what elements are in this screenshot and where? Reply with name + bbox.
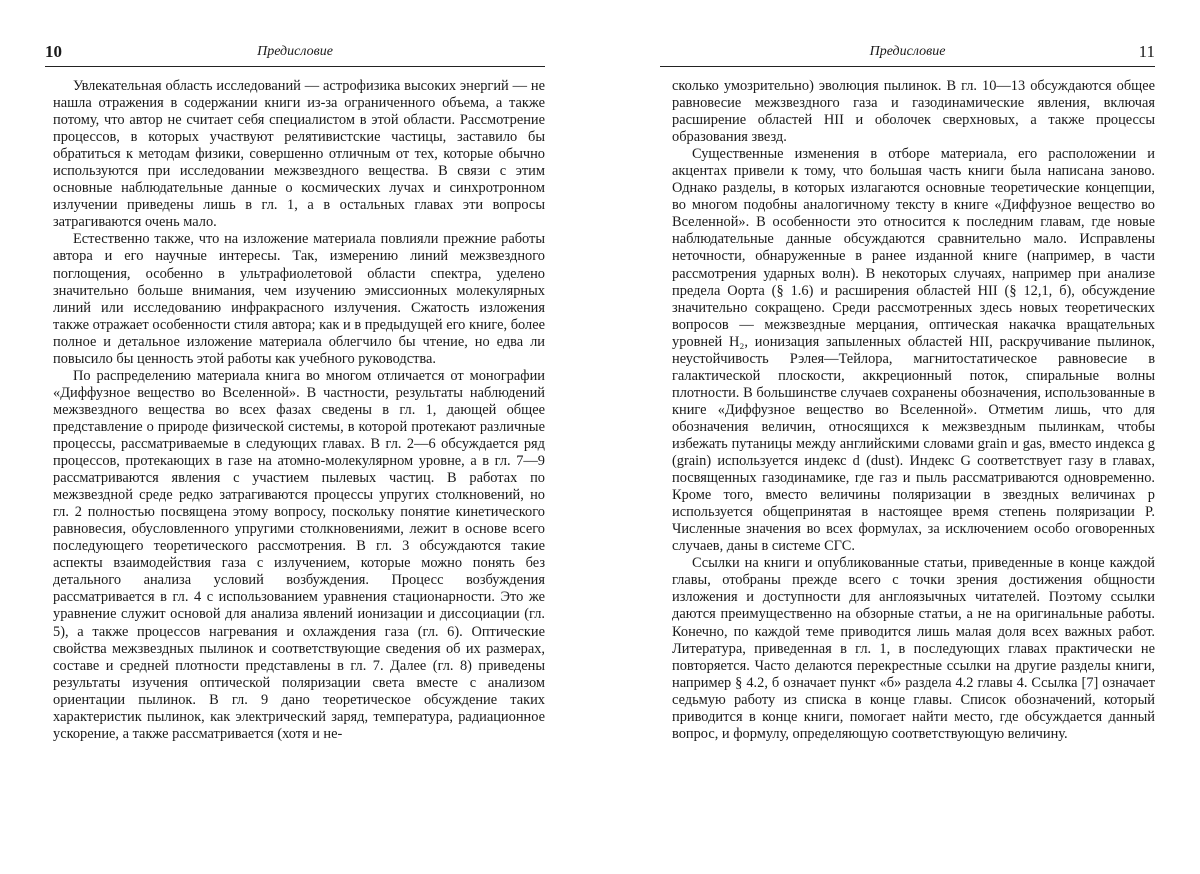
paragraph: сколько умозрительно) эволюция пылинок. В гл. 10—13 обсуждаются общее равновесие межзвездного газа и газодинамические явления, включая расширение областей HII и оболочек сверхновых, а также процессы образования звезд. [672,78,1155,146]
page-number: 10 [45,42,62,61]
page-number: 11 [1138,42,1155,61]
paragraph: По распределению материала книга во многом отличается от монографии «Диффузное вещество во Вселенной». В частности, результаты наблюдений межзвездного вещества во всех фазах сведены в гл. 1, дающей общее представление о природе физической системы, в которой протекают различные процессы, рассматриваемые в следующих главах. В гл. 2—6 обсуждается ряд процессов, протекающих в газе на атомно-молекулярном уровне, а в гл. 7—9 рассматриваются явления с участием пылевых частиц. В работах по межзвездной среде редко затрагиваются процессы упругих столкновений, но гл. 2 полностью посвящена этому вопросу, поскольку понятие кинетического равновесия, обусловленного упругими столкновениями, лежит в основе всего последующего теоретического рассмотрения. В гл. 3 обсуждаются такие аспекты взаимодействия газа с излучением, которые можно понять без детального анализа условий возбуждения. Процесс возбуждения рассматривается в гл. 4 с использованием уравнения стационарности. Это же уравнение служит основой для анализа явлений ионизации и диссоциации (гл. 5), а также процессов нагревания и охлаждения газа (гл. 6). Оптические свойства межзвездных пылинок и соответствующие сведения об их размерах, составе и средней плотности представлены в гл. 7. Далее (гл. 8) приведены результаты изучения оптической поляризации света вместе с анализом ориентации пылинок. В гл. 9 дано теоретическое обсуждение таких характеристик пылинок, как электрический заряд, температура, радиационное ускорение, а также рассматривается (хотя и не- [53,367,545,742]
paragraph: Естественно также, что на изложение материала повлияли прежние работы автора и его научные интересы. Так, измерению линий межзвездного поглощения, особенно в ультрафиолетовой области спектра, уделено значительно больше внимания, чем изучению эмиссионных молекулярных линий или исследованию инфракрасного излучения. Сжатость изложения также отражает особенности стиля автора; как и в предыдущей его книге, более полное и детальное изложение материала облегчило бы чтение, но едва ли повысило бы ценность этой работы как учебного руководства. [53,231,545,367]
right-page-body [672,78,1155,743]
paragraph: Существенные изменения в отборе материала, его расположении и акцентах привели к тому, что большая часть книги была написана заново. Однако разделы, в которых излагаются основные теоретические концепции, во многом подобны аналогичному тексту в книге «Диффузное вещество во Вселенной». В особенности это относится к последним главам, где новые наблюдательные данные обсуждаются сравнительно мало. Исправлены неточности, обнаруженные в ранее изданной книге (например, в части рассмотрения ударных волн). В некоторых случаях, например при анализе предела Оорта (§ 1.6) и расширения областей HII (§ 12,1, б), обсуждение значительно сокращено. Среди рассмотренных здесь новых теоретических вопросов — межзвездные мерцания, оптическая накачка вращательных уровней H₂, ионизация запыленных областей HII, раскручивание пылинок, неустойчивость Рэлея—Тейлора, магнитостатическое равновесие в галактической плоскости, аккреционный поток, спиральные волны плотности. В большинстве случаев сохранены обозначения, использованные в книге «Диффузное вещество во Вселенной». Отметим лишь, что для обозначения величин, относящихся к межзвездным пылинкам, чтобы избежать путаницы между английскими словами grain и gas, вместо индекса g (grain) используется индекс d (dust). Индекс G соответствует газу в главах, посвященных газодинамике, где газ и пыль рассматриваются одновременно. Кроме того, вместо величины поляризации в звездных величинах p используется общепринятая в настоящее время степень поляризации P. Численные значения во всех формулах, за исключением особо оговоренных случаев, даны в системе СГС. [672,146,1155,555]
left-page-body [53,78,545,743]
running-head: Предисловие [257,44,333,59]
left-page [45,0,545,874]
right-page [660,0,1155,874]
right-page-header [660,42,1155,67]
paragraph: Увлекательная область исследований — астрофизика высоких энергий — не нашла отражения в содержании книги из-за ограниченного объема, а также потому, что автор не считает себя специалистом в этой области. Рассмотрение процессов, в которых участвуют релятивистские частицы, заставило бы обратиться к методам физики, совершенно отличным от тех, которые обычно используются при исследовании межзвездного вещества. В связи с этим основные наблюдательные данные о космических лучах и синхротронном излучении приведены лишь в гл. 1, а в остальных главах эти вопросы затрагиваются очень мало. [53,78,545,231]
running-head: Предисловие [869,44,946,59]
left-page-header [45,42,545,67]
paragraph: Ссылки на книги и опубликованные статьи, приведенные в конце каждой главы, отобраны прежде всего с точки зрения достижения общности изложения и доступности для англоязычных читателей. Поэтому ссылки даются преимущественно на обзорные статьи, а не на оригинальные работы. Конечно, по каждой теме приводится лишь малая доля всех важных работ. Литература, приведенная в гл. 1, в последующих главах практически не повторяется. Часто делаются перекрестные ссылки на другие разделы книги, например § 4.2, б означает пункт «б» раздела 4.2 главы 4. Ссылка [7] означает седьмую работу из списка в конце главы. Список обозначений, который приводится в конце книги, помогает найти место, где обсуждается данный вопрос, и формулу, определяющую соответствующую величину. [672,555,1155,742]
